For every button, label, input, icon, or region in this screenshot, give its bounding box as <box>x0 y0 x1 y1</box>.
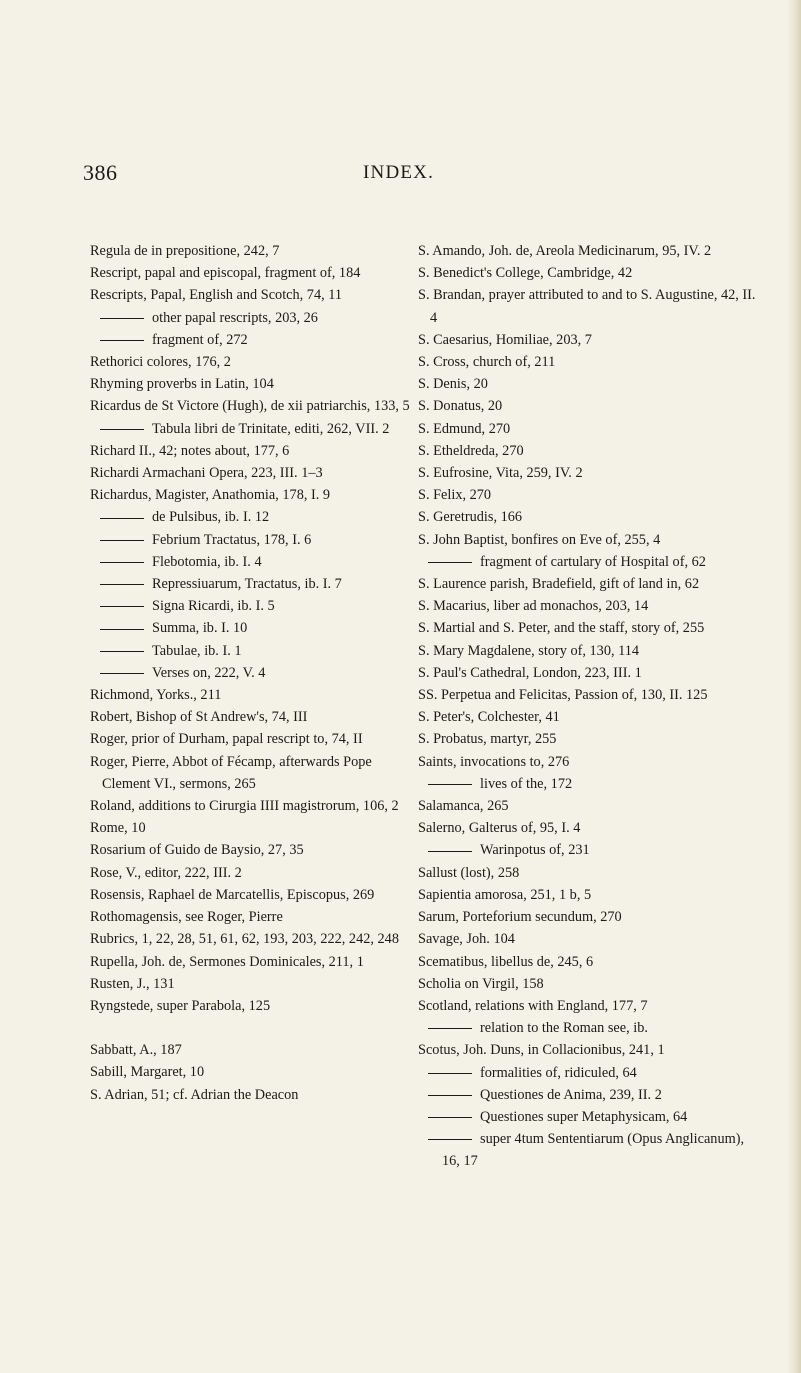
entry-text: S. Caesarius, Homiliae, 203, 7 <box>418 331 592 348</box>
index-entry <box>418 728 763 750</box>
entry-text: Questiones de Anima, 239, II. 2 <box>480 1086 662 1103</box>
entry-text: Rupella, Joh. de, Sermones Dominicales, 211, 1 <box>90 953 364 970</box>
index-entry <box>90 373 420 395</box>
index-entry <box>90 951 420 973</box>
entry-text: S. Cross, church of, 211 <box>418 354 556 371</box>
entry-text: S. Macarius, liber ad monachos, 203, 14 <box>418 598 649 615</box>
index-entry <box>90 440 420 462</box>
entry-text: Scholia on Virgil, 158 <box>418 975 544 992</box>
index-entry <box>418 462 763 484</box>
index-entry <box>418 484 763 506</box>
entry-text: Scotland, relations with England, 177, 7 <box>418 997 648 1014</box>
index-entry <box>90 1084 420 1106</box>
entry-text: Sapientia amorosa, 251, 1 b, 5 <box>418 886 592 903</box>
entry-text: Richard II., 42; notes about, 177, 6 <box>90 442 290 459</box>
index-entry <box>418 262 763 284</box>
entry-text: Sabbatt, A., 187 <box>90 1042 182 1059</box>
index-entry <box>418 995 763 1017</box>
index-subentry <box>90 418 420 440</box>
index-subentry <box>90 329 420 351</box>
index-entry <box>418 506 763 528</box>
entry-text: Roger, Pierre, Abbot of Fécamp, afterwards Pope Clement VI., sermons, 265 <box>90 753 372 792</box>
ditto-dash <box>100 673 144 674</box>
entry-text: Flebotomia, ib. I. 4 <box>152 553 262 570</box>
index-subentry <box>90 595 420 617</box>
entry-text: Saints, invocations to, 276 <box>418 753 570 770</box>
entry-text: Sarum, Porteforium secundum, 270 <box>418 909 622 926</box>
entry-text: Richardus, Magister, Anathomia, 178, I. 9 <box>90 487 331 504</box>
entry-text: fragment of, 272 <box>152 331 248 348</box>
ditto-dash <box>428 1073 472 1074</box>
ditto-dash <box>100 540 144 541</box>
page-number: 386 <box>83 160 118 185</box>
entry-text: S. Brandan, prayer attributed to and to S. Augustine, 42, II. 4 <box>418 287 756 326</box>
entry-text: SS. Perpetua and Felicitas, Passion of, 130, II. 125 <box>418 687 708 704</box>
ditto-dash <box>100 629 144 630</box>
index-column-left <box>90 240 420 1106</box>
index-entry <box>418 529 763 551</box>
index-entry <box>90 928 420 950</box>
index-entry <box>418 284 763 328</box>
ditto-dash <box>100 340 144 341</box>
index-entry <box>90 751 420 795</box>
entry-text: Ryngstede, super Parabola, 125 <box>90 997 271 1014</box>
index-entry <box>90 973 420 995</box>
index-entry <box>90 462 420 484</box>
entry-text: S. Paul's Cathedral, London, 223, III. 1 <box>418 664 642 681</box>
index-entry <box>418 951 763 973</box>
index-entry <box>418 906 763 928</box>
entry-text: Rose, V., editor, 222, III. 2 <box>90 864 242 881</box>
entry-text: S. Peter's, Colchester, 41 <box>418 709 560 726</box>
index-entry <box>90 862 420 884</box>
index-entry <box>418 973 763 995</box>
entry-text: S. Probatus, martyr, 255 <box>418 731 557 748</box>
index-entry <box>418 684 763 706</box>
section-gap <box>90 1017 420 1039</box>
index-subentry <box>418 773 763 795</box>
entry-text: Savage, Joh. 104 <box>418 931 515 948</box>
entry-text: de Pulsibus, ib. I. 12 <box>152 509 270 526</box>
index-entry <box>90 817 420 839</box>
index-subentry <box>418 1017 763 1039</box>
index-entry <box>90 884 420 906</box>
index-entry <box>90 728 420 750</box>
index-entry <box>90 240 420 262</box>
ditto-dash <box>100 584 144 585</box>
index-entry <box>90 351 420 373</box>
entry-text: S. Edmund, 270 <box>418 420 511 437</box>
entry-text: Tabula libri de Trinitate, editi, 262, VII. 2 <box>152 420 390 437</box>
index-entry <box>90 795 420 817</box>
index-entry <box>418 617 763 639</box>
index-subentry <box>90 640 420 662</box>
ditto-dash <box>100 318 144 319</box>
entry-text: Ricardus de St Victore (Hugh), de xii patriarchis, 133, 5 <box>90 398 410 415</box>
entry-text: Salamanca, 265 <box>418 798 509 815</box>
entry-text: Questiones super Metaphysicam, 64 <box>480 1108 688 1125</box>
entry-text: Roger, prior of Durham, papal rescript to, 74, II <box>90 731 363 748</box>
index-entry <box>90 262 420 284</box>
ditto-dash <box>428 1139 472 1140</box>
running-title: INDEX. <box>363 162 435 183</box>
index-entry <box>418 573 763 595</box>
entry-text: fragment of cartulary of Hospital of, 62 <box>480 553 706 570</box>
entry-text: S. Donatus, 20 <box>418 398 503 415</box>
entry-text: S. Adrian, 51; cf. Adrian the Deacon <box>90 1086 299 1103</box>
page-edge-shadow <box>787 0 801 1373</box>
index-entry <box>90 1039 420 1061</box>
index-subentry <box>418 1062 763 1084</box>
index-entry <box>418 795 763 817</box>
entry-text: S. John Baptist, bonfires on Eve of, 255, 4 <box>418 531 661 548</box>
index-entry <box>90 906 420 928</box>
index-entry <box>418 1039 763 1061</box>
entry-text: Warinpotus of, 231 <box>480 842 590 859</box>
ditto-dash <box>428 851 472 852</box>
ditto-dash <box>100 429 144 430</box>
index-entry <box>418 440 763 462</box>
entry-text: lives of the, 172 <box>480 775 573 792</box>
entry-text: other papal rescripts, 203, 26 <box>152 309 318 326</box>
entry-text: S. Amando, Joh. de, Areola Medicinarum, 95, IV. 2 <box>418 243 712 259</box>
page-header <box>0 160 801 192</box>
entry-text: Scematibus, libellus de, 245, 6 <box>418 953 594 970</box>
ditto-dash <box>428 1095 472 1096</box>
index-entry <box>418 373 763 395</box>
index-entry <box>90 395 420 417</box>
entry-text: Regula de in prepositione, 242, 7 <box>90 243 280 259</box>
index-entry <box>90 484 420 506</box>
entry-text: Summa, ib. I. 10 <box>152 620 248 637</box>
index-entry <box>418 240 763 262</box>
index-subentry <box>90 307 420 329</box>
entry-text: Repressiuarum, Tractatus, ib. I. 7 <box>152 576 342 593</box>
index-subentry <box>90 529 420 551</box>
entry-text: S. Denis, 20 <box>418 376 488 393</box>
entry-text: Sallust (lost), 258 <box>418 864 520 881</box>
ditto-dash <box>100 562 144 563</box>
entry-text: S. Mary Magdalene, story of, 130, 114 <box>418 642 640 659</box>
entry-text: Febrium Tractatus, 178, I. 6 <box>152 531 312 548</box>
index-entry <box>90 839 420 861</box>
index-entry <box>418 329 763 351</box>
index-subentry <box>418 1084 763 1106</box>
entry-text: Verses on, 222, V. 4 <box>152 664 266 681</box>
index-subentry <box>90 617 420 639</box>
index-subentry <box>90 573 420 595</box>
entry-text: Rosarium of Guido de Baysio, 27, 35 <box>90 842 304 859</box>
entry-text: Rethorici colores, 176, 2 <box>90 354 231 371</box>
index-entry <box>418 817 763 839</box>
entry-text: Tabulae, ib. I. 1 <box>152 642 242 659</box>
entry-text: S. Felix, 270 <box>418 487 492 504</box>
index-entry <box>418 751 763 773</box>
index-entry <box>90 706 420 728</box>
index-entry <box>90 995 420 1017</box>
entry-text: S. Laurence parish, Bradefield, gift of land in, 62 <box>418 576 700 593</box>
ditto-dash <box>100 606 144 607</box>
entry-text: S. Benedict's College, Cambridge, 42 <box>418 265 633 282</box>
entry-text: Rhyming proverbs in Latin, 104 <box>90 376 274 393</box>
entry-text: formalities of, ridiculed, 64 <box>480 1064 637 1081</box>
index-subentry <box>418 551 763 573</box>
ditto-dash <box>428 562 472 563</box>
entry-text: relation to the Roman see, ib. <box>480 1020 648 1037</box>
entry-text: S. Eufrosine, Vita, 259, IV. 2 <box>418 465 583 482</box>
entry-text: Richmond, Yorks., 211 <box>90 687 222 704</box>
entry-text: Rescripts, Papal, English and Scotch, 74, 11 <box>90 287 343 304</box>
entry-text: Rome, 10 <box>90 820 146 837</box>
entry-text: Roland, additions to Cirurgia IIII magistrorum, 106, 2 <box>90 798 399 815</box>
entry-text: Robert, Bishop of St Andrew's, 74, III <box>90 709 308 726</box>
ditto-dash <box>100 518 144 519</box>
entry-text: Rosensis, Raphael de Marcatellis, Episcopus, 269 <box>90 886 375 903</box>
entry-text: S. Etheldreda, 270 <box>418 442 524 459</box>
index-entry <box>90 284 420 306</box>
index-subentry <box>90 551 420 573</box>
index-subentry <box>418 1128 763 1172</box>
entry-text: S. Geretrudis, 166 <box>418 509 523 526</box>
index-entry <box>418 662 763 684</box>
entry-text: S. Martial and S. Peter, and the staff, story of, 255 <box>418 620 705 637</box>
index-entry <box>90 684 420 706</box>
index-entry <box>418 862 763 884</box>
index-entry <box>418 884 763 906</box>
entry-text: Rubrics, 1, 22, 28, 51, 61, 62, 193, 203, 222, 242, 248 <box>90 931 399 948</box>
index-entry <box>418 706 763 728</box>
index-entry <box>418 395 763 417</box>
entry-text: Scotus, Joh. Duns, in Collacionibus, 241, 1 <box>418 1042 665 1059</box>
entry-text: Salerno, Galterus of, 95, I. 4 <box>418 820 581 837</box>
entry-text: Signa Ricardi, ib. I. 5 <box>152 598 275 615</box>
index-entry <box>418 928 763 950</box>
entry-text: Richardi Armachani Opera, 223, III. 1–3 <box>90 465 323 482</box>
entry-text: super 4tum Sententiarum (Opus Anglicanum), 16, 17 <box>442 1131 745 1170</box>
entry-text: Rusten, J., 131 <box>90 975 175 992</box>
ditto-dash <box>428 1028 472 1029</box>
ditto-dash <box>100 651 144 652</box>
entry-text: Rescript, papal and episcopal, fragment of, 184 <box>90 265 361 282</box>
index-entry <box>418 418 763 440</box>
index-entry <box>418 640 763 662</box>
index-entry <box>418 351 763 373</box>
index-column-right <box>418 240 763 1173</box>
index-subentry <box>418 1106 763 1128</box>
entry-text: Sabill, Margaret, 10 <box>90 1064 205 1081</box>
index-entry <box>90 1061 420 1083</box>
ditto-dash <box>428 784 472 785</box>
index-subentry <box>90 662 420 684</box>
index-subentry <box>418 839 763 861</box>
index-entry <box>418 595 763 617</box>
ditto-dash <box>428 1117 472 1118</box>
index-subentry <box>90 506 420 528</box>
entry-text: Rothomagensis, see Roger, Pierre <box>90 909 283 926</box>
